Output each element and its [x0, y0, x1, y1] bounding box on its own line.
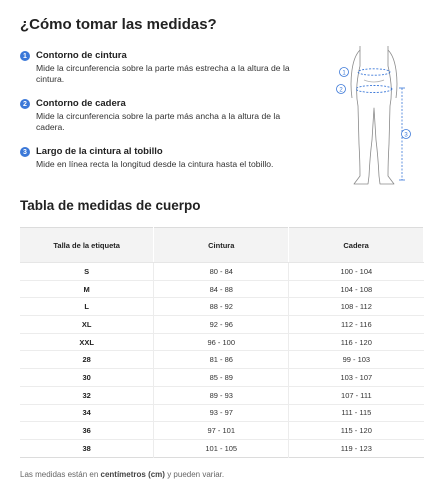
body-measurement-figure: [330, 44, 420, 190]
footnote: [20, 470, 224, 479]
cell-hip: 99 - 103: [289, 351, 424, 369]
table-row: [20, 351, 424, 369]
cell-hip: 116 - 120: [289, 333, 424, 351]
svg-text:3: 3: [404, 132, 408, 139]
table-row: [20, 298, 424, 316]
cell-waist: 88 - 92: [154, 298, 289, 316]
footnote-unit: centímetros (cm): [100, 470, 165, 479]
figure-marker-1: [340, 68, 349, 77]
cell-waist: 89 - 93: [154, 386, 289, 404]
cell-waist: 85 - 89: [154, 369, 289, 387]
cell-hip: 100 - 104: [289, 263, 424, 281]
step-number-badge: 2: [20, 99, 30, 109]
cell-waist: 81 - 86: [154, 351, 289, 369]
size-table: [20, 227, 424, 458]
cell-hip: 112 - 116: [289, 316, 424, 334]
cell-size: M: [20, 280, 154, 298]
step-description: Mide la circunferencia sobre la parte más estrecha a la altura de la cintura.: [36, 63, 290, 84]
step-description: Mide en línea recta la longitud desde la cintura hasta el tobillo.: [36, 159, 274, 169]
step-waist: [20, 49, 305, 85]
step-title: Contorno de cintura: [36, 50, 127, 61]
step-title: Largo de la cintura al tobillo: [36, 146, 163, 157]
step-number-badge: 3: [20, 147, 30, 157]
table-row: [20, 386, 424, 404]
cell-hip: 115 - 120: [289, 422, 424, 440]
cell-hip: 104 - 108: [289, 280, 424, 298]
table-row: [20, 280, 424, 298]
step-title: Contorno de cadera: [36, 98, 126, 109]
cell-size: 36: [20, 422, 154, 440]
step-hip: [20, 97, 305, 133]
cell-hip: 119 - 123: [289, 439, 424, 457]
cell-waist: 101 - 105: [154, 439, 289, 457]
table-row: [20, 422, 424, 440]
cell-size: S: [20, 263, 154, 281]
svg-text:1: 1: [342, 70, 346, 77]
table-row: [20, 316, 424, 334]
cell-size: 32: [20, 386, 154, 404]
cell-size: 28: [20, 351, 154, 369]
step-description: Mide la circunferencia sobre la parte más ancha a la altura de la cadera.: [36, 111, 281, 132]
cell-hip: 103 - 107: [289, 369, 424, 387]
cell-waist: 84 - 88: [154, 280, 289, 298]
cell-waist: 92 - 96: [154, 316, 289, 334]
cell-waist: 93 - 97: [154, 404, 289, 422]
cell-size: XL: [20, 316, 154, 334]
cell-hip: 111 - 115: [289, 404, 424, 422]
footnote-prefix: Las medidas están en: [20, 470, 101, 479]
cell-hip: 108 - 112: [289, 298, 424, 316]
cell-hip: 107 - 111: [289, 386, 424, 404]
cell-waist: 96 - 100: [154, 333, 289, 351]
table-title: Tabla de medidas de cuerpo: [20, 198, 201, 213]
cell-size: L: [20, 298, 154, 316]
table-row: [20, 439, 424, 457]
cell-size: XXL: [20, 333, 154, 351]
table-body: [20, 263, 424, 458]
svg-text:2: 2: [339, 87, 343, 94]
table-row: [20, 263, 424, 281]
cell-size: 34: [20, 404, 154, 422]
page-title: ¿Cómo tomar las medidas?: [20, 16, 217, 33]
step-number-badge: 1: [20, 51, 30, 61]
figure-marker-2: [337, 85, 346, 94]
header-waist: Cintura: [154, 228, 289, 263]
figure-marker-3: [402, 130, 411, 139]
cell-waist: 97 - 101: [154, 422, 289, 440]
footnote-suffix: y pueden variar.: [164, 470, 225, 479]
table-row: [20, 369, 424, 387]
step-length: [20, 145, 305, 170]
table-row: [20, 404, 424, 422]
header-size-label: Talla de la etiqueta: [20, 228, 154, 263]
table-header-row: [20, 228, 424, 263]
table-row: [20, 333, 424, 351]
cell-size: 38: [82, 443, 91, 453]
cell-waist: 80 - 84: [154, 263, 289, 281]
header-hip: Cadera: [289, 228, 424, 263]
cell-size: 30: [20, 369, 154, 387]
